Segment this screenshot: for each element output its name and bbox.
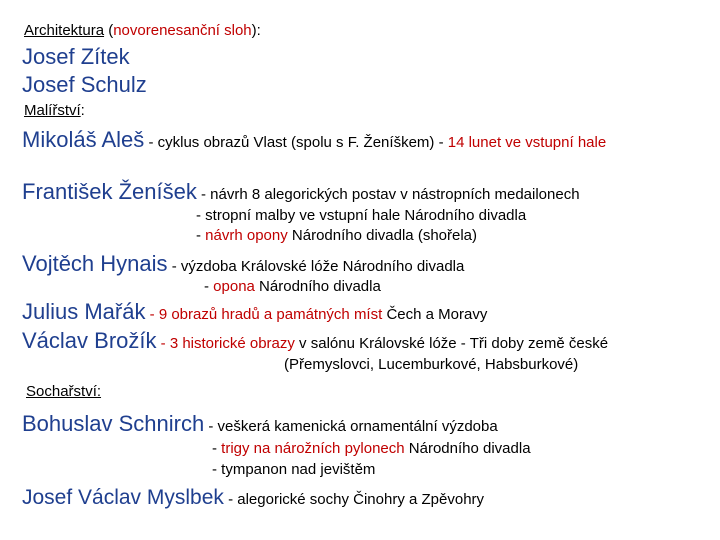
sculpture-heading: Sochařství: <box>26 383 102 400</box>
sculptor-myslbek-row: Josef Václav Myslbek - alegorické sochy Činohry a Zpěvohry <box>22 486 485 509</box>
sculptor-schnirch-line2: - trigy na nárožních pylonech Národního divadla <box>212 440 531 457</box>
architect-schulz: Josef Schulz <box>22 72 147 97</box>
painter-name: Mikoláš Aleš <box>22 127 145 152</box>
architecture-style-note: novorenesanční sloh <box>113 22 252 39</box>
painter-zenisek-row: František Ženíšek - návrh 8 alegorických postav v nástropních medailonech <box>22 179 580 204</box>
architecture-heading: Architektura (novorenesanční sloh): <box>24 22 261 39</box>
sculptor-schnirch-line3: - tympanon nad jevištěm <box>212 461 376 478</box>
painter-hynais-row: Vojtěch Hynais - výzdoba Královské lóže Národního divadla <box>22 251 465 276</box>
painter-hynais-line2: - opona Národního divadla <box>204 278 381 295</box>
sculptor-name: Bohuslav Schnirch <box>22 411 205 436</box>
painter-name: Julius Mařák <box>22 299 146 324</box>
sculptor-name: Josef Václav Myslbek <box>22 486 224 509</box>
painter-name: František Ženíšek <box>22 179 197 204</box>
painter-ales-row: Mikoláš Aleš - cyklus obrazů Vlast (spolu s F. Ženíškem) - 14 lunet ve vstupní hale <box>22 127 607 152</box>
painter-zenisek-line3: - návrh opony Národního divadla (shořela) <box>196 227 478 244</box>
sculptor-schnirch-row: Bohuslav Schnirch - veškerá kamenická ornamentální výzdoba <box>22 411 498 436</box>
painting-heading: Malířství: <box>24 102 85 119</box>
painter-brozik-line2: (Přemyslovci, Lucemburkové, Habsburkové) <box>284 356 579 373</box>
painter-marak-row: Julius Mařák - 9 obrazů hradů a památných míst Čech a Moravy <box>22 299 488 324</box>
architect-zitek: Josef Zítek <box>22 44 130 69</box>
painter-brozik-row: Václav Brožík - 3 historické obrazy v salónu Královské lóže - Tři doby země české <box>22 328 609 353</box>
painter-name: Vojtěch Hynais <box>22 251 168 276</box>
painter-name: Václav Brožík <box>22 328 157 353</box>
painter-zenisek-line2: - stropní malby ve vstupní hale Národního divadla <box>196 207 527 224</box>
